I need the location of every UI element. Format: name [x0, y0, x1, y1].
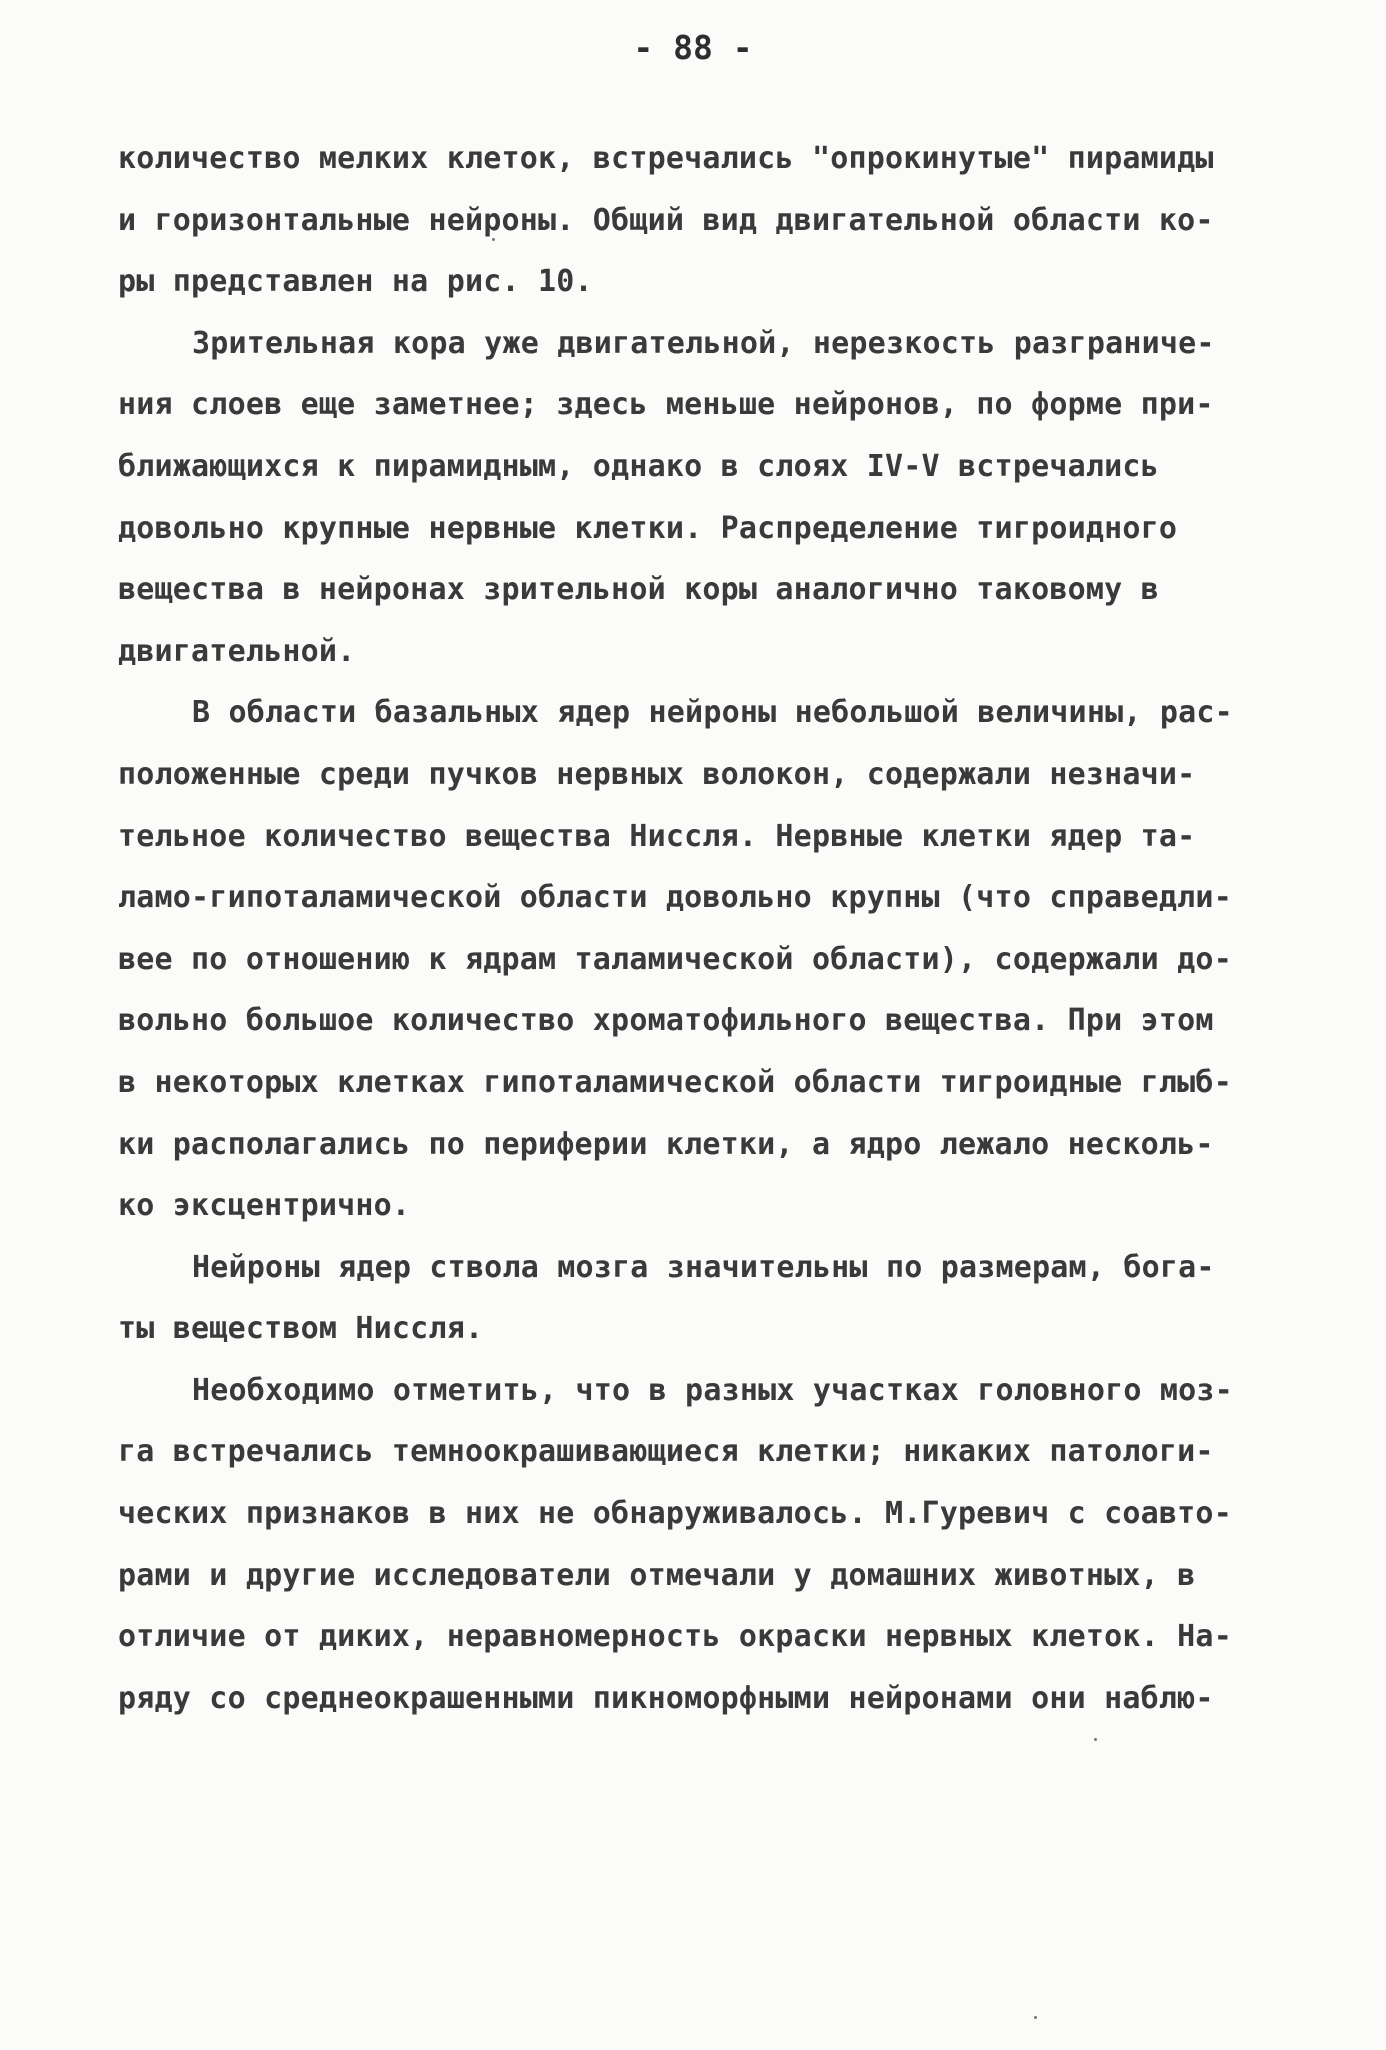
text-line: отличие от диких, неравномерность окраски нервных клеток. На-: [118, 1619, 1232, 1655]
text-line: вещества в нейронах зрительной коры аналогично таковому в: [118, 572, 1159, 608]
text-line: количество мелких клеток, встречались "опрокинутые" пирамиды: [118, 141, 1214, 176]
paragraph-start-line: Нейроны ядер ствола мозга значительны по размерам, бога-: [192, 1249, 1215, 1285]
scan-speck: [1094, 1738, 1097, 1741]
text-line: ки располагались по периферии клетки, а ядро лежало несколь-: [118, 1126, 1214, 1162]
text-line: ламо-гипоталамической области довольно крупны (что справедли-: [118, 880, 1232, 916]
paragraph-start-line: В области базальных ядер нейроны небольшой величины, рас-: [192, 695, 1233, 731]
text-line: довольно крупные нервные клетки. Распределение тигроидного: [118, 510, 1178, 546]
text-line: тельное количество вещества Ниссля. Нервные клетки ядер та-: [118, 818, 1196, 854]
text-line: ческих признаков в них не обнаруживалось. М.Гуревич с соавто-: [118, 1496, 1232, 1532]
text-line: и горизонтальные нейроны. Общий вид двигательной области ко-: [118, 202, 1214, 238]
text-line: ты веществом Ниссля.: [118, 1311, 484, 1347]
text-line: в некоторых клетках гипоталамической области тигроидные глыб-: [118, 1064, 1232, 1100]
text-line: вольно большое количество хроматофильного вещества. При этом: [118, 1003, 1214, 1039]
body-text: [118, 128, 1278, 1729]
text-line: рами и другие исследователи отмечали у домашних животных, в: [118, 1557, 1196, 1593]
text-line: вее по отношению к ядрам таламической области), содержали до-: [118, 941, 1232, 977]
scan-speck: [492, 238, 495, 241]
text-line: двигательной.: [118, 633, 356, 669]
paragraph-start-line: Необходимо отметить, что в разных участках головного моз-: [192, 1372, 1233, 1408]
text-line: ряду со среднеокрашенными пикноморфными нейронами они наблю-: [118, 1680, 1214, 1716]
text-line: ры представлен на рис. 10.: [118, 264, 593, 300]
page-number: - 88 -: [633, 28, 753, 67]
scan-speck: [1034, 2016, 1037, 2019]
paragraph-start-line: Зрительная кора уже двигательной, нерезкость разграниче-: [192, 325, 1215, 361]
text-line: ния слоев еще заметнее; здесь меньше нейронов, по форме при-: [118, 387, 1214, 423]
text-line: ближающихся к пирамидным, однако в слоях IV-V встречались: [118, 448, 1159, 484]
text-line: га встречались темноокрашивающиеся клетки; никаких патологи-: [118, 1434, 1214, 1470]
text-line: положенные среди пучков нервных волокон, содержали незначи-: [118, 756, 1196, 792]
text-line: ко эксцентрично.: [118, 1188, 411, 1224]
